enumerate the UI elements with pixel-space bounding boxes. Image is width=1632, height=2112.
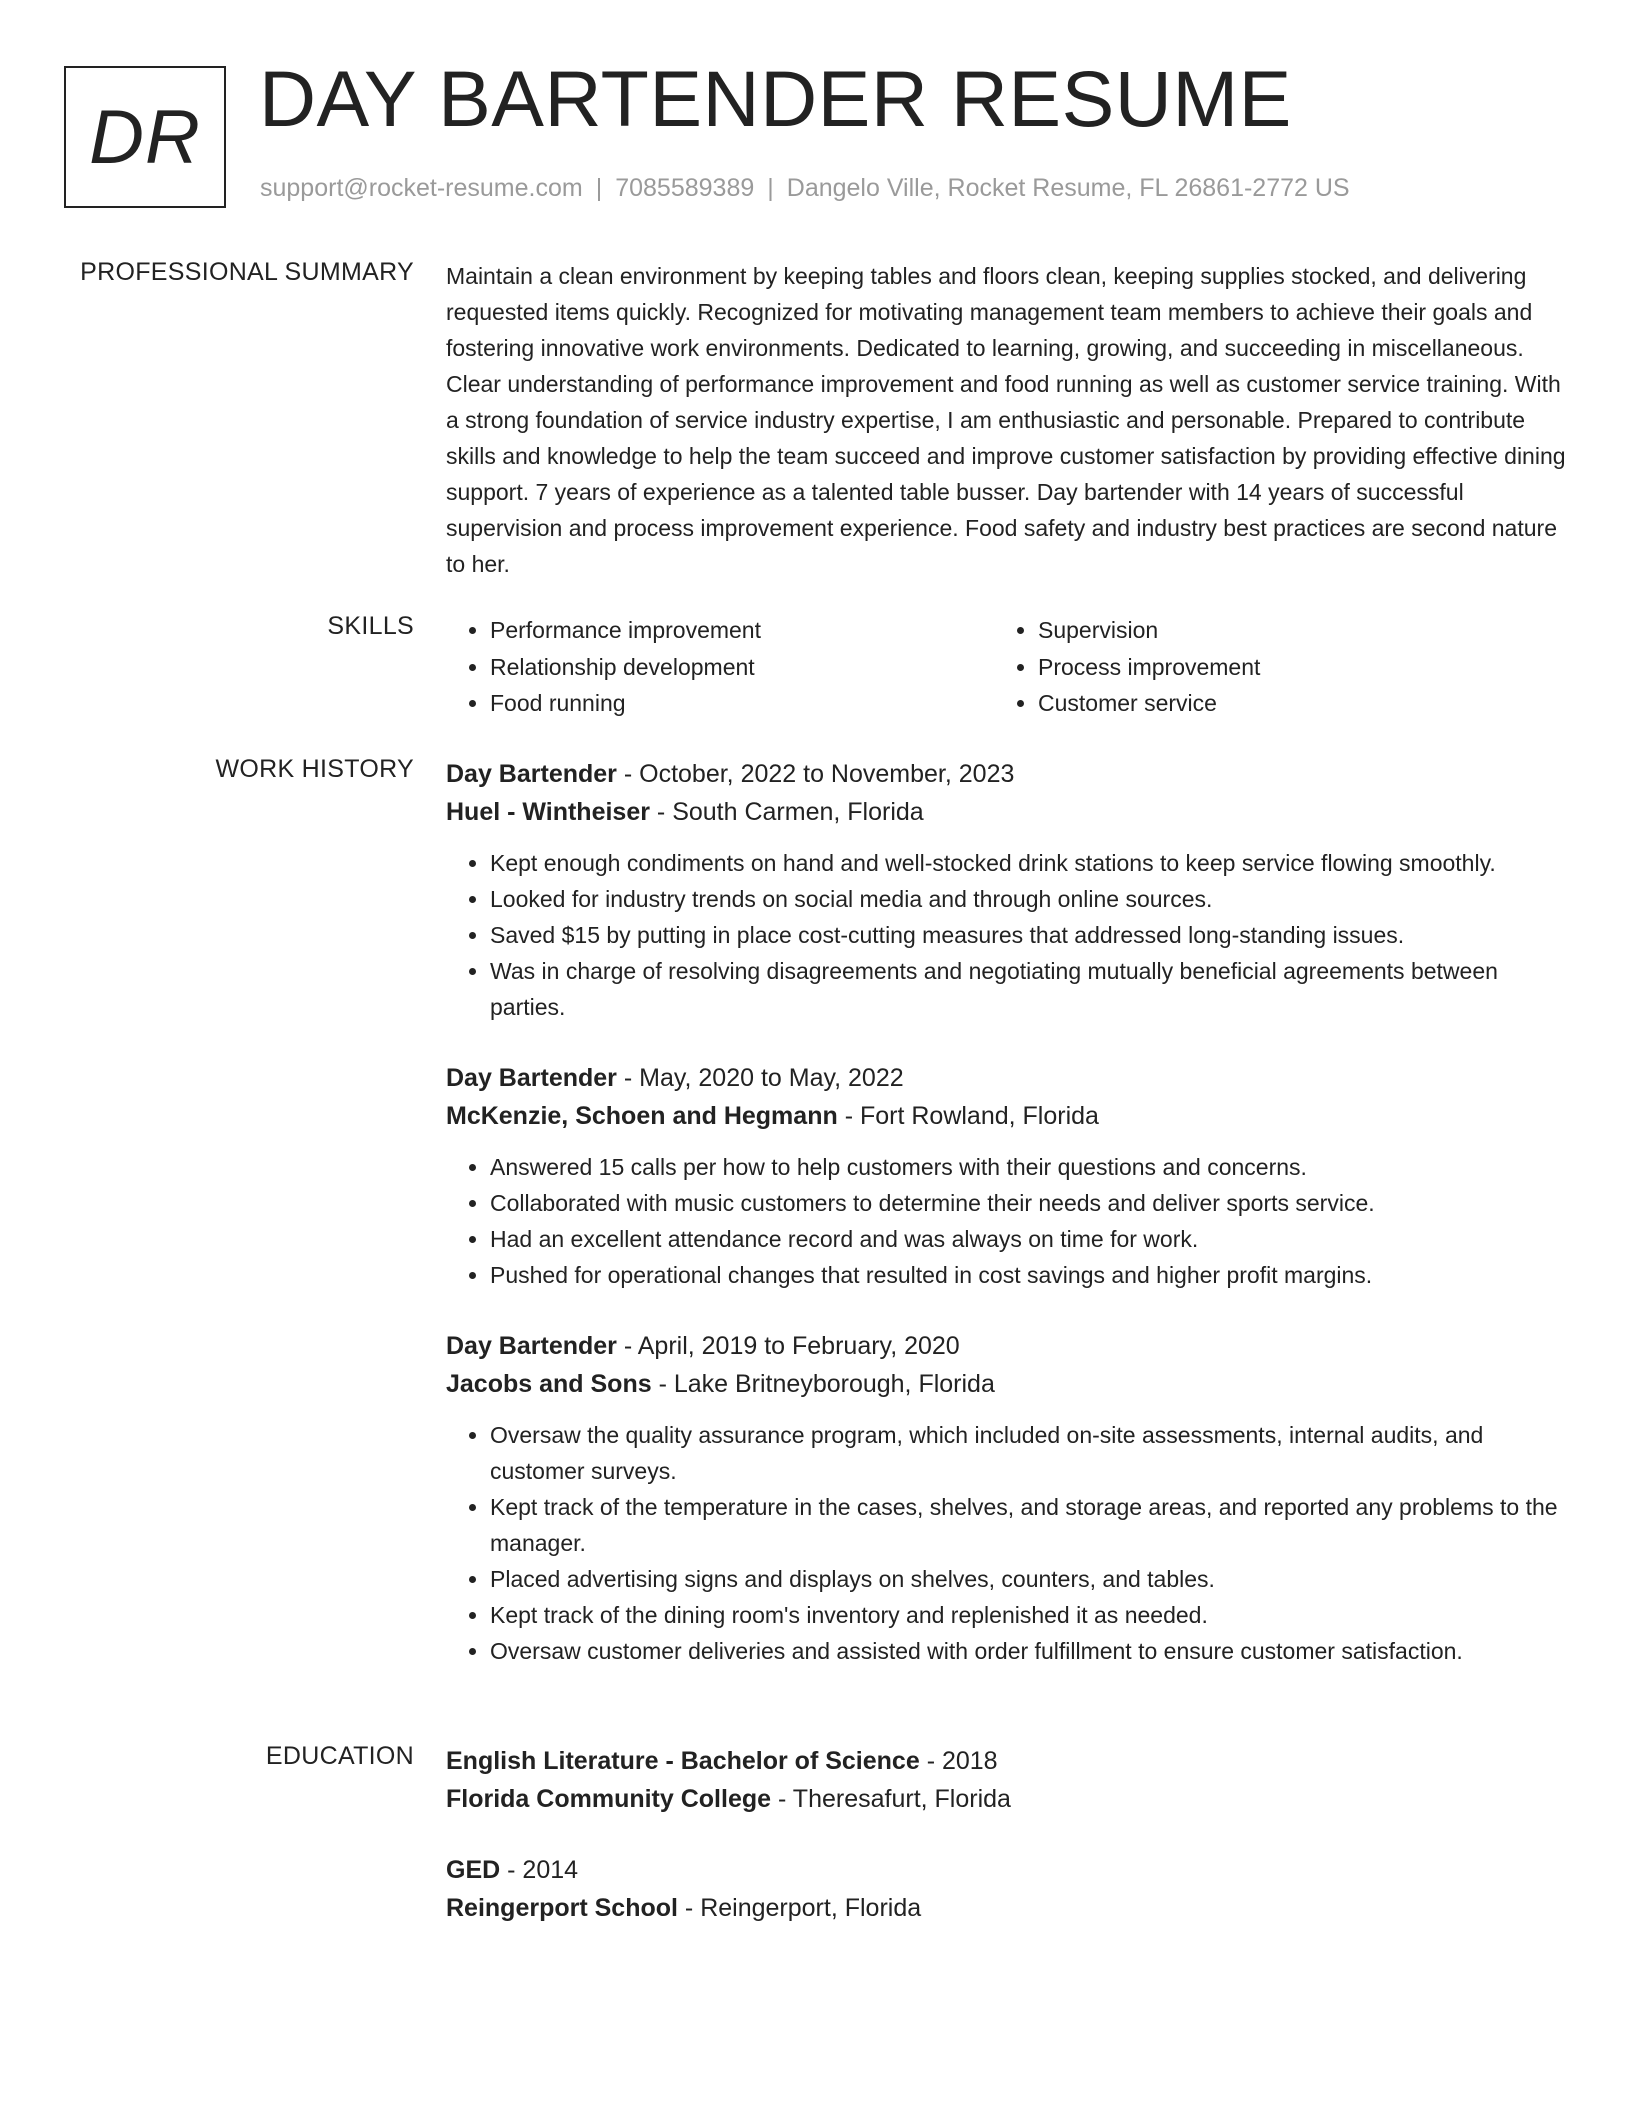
job-entry <box>446 1327 1566 1669</box>
job-bullet: • Kept enough condiments on hand and well-stocked drink stations to keep service flowing smoothly. <box>490 845 1566 881</box>
contact-line <box>260 174 1350 203</box>
education-entry <box>446 1742 1566 1818</box>
summary-text: Maintain a clean environment by keeping tables and floors clean, keeping supplies stocked, and delivering requested items quickly. Recognized for motivating management team members to achieve their goals and fostering innovative work environments. Dedicated to learning, growing, and succeeding in miscellaneous. Clear understanding of performance improvement and food running as well as customer service training. With a strong foundation of service industry expertise, I am enthusiastic and personable. Prepared to contribute skills and knowledge to help the team succeed and improve customer satisfaction by providing effective dining support. 7 years of experience as a talented table busser. Day bartender with 14 years of successful supervision and process improvement experience. Food safety and industry best practices are second nature to her. <box>446 263 1566 577</box>
job-bullet: • Answered 15 calls per how to help customers with their questions and concerns. <box>490 1149 1566 1185</box>
job-company: Jacobs and Sons <box>446 1370 652 1398</box>
section-label-skills: SKILLS <box>327 612 414 640</box>
job-bullet: • Oversaw the quality assurance program, which included on-site assessments, internal audits, and customer surveys. <box>490 1417 1566 1489</box>
job-company-line <box>446 1097 1566 1135</box>
skill-item: • Performance improvement <box>490 612 994 649</box>
degree-year: - 2018 <box>926 1747 998 1775</box>
job-bullet: • Oversaw customer deliveries and assisted with order fulfillment to ensure customer satisfaction. <box>490 1633 1566 1669</box>
job-location: - Fort Rowland, Florida <box>844 1102 1099 1130</box>
degree-line <box>446 1742 1566 1780</box>
job-location: - Lake Britneyborough, Florida <box>658 1370 995 1398</box>
section-label-work-history: WORK HISTORY <box>215 755 414 783</box>
job-bullets <box>446 1149 1566 1293</box>
job-dates: - May, 2020 to May, 2022 <box>623 1064 904 1092</box>
school-line <box>446 1780 1566 1818</box>
skills-list-right <box>994 612 1542 722</box>
job-bullet: • Kept track of the temperature in the cases, shelves, and storage areas, and reported any problems to the manager. <box>490 1489 1566 1561</box>
job-company-line <box>446 793 1566 831</box>
job-bullet: • Placed advertising signs and displays on shelves, counters, and tables. <box>490 1561 1566 1597</box>
job-dates: - April, 2019 to February, 2020 <box>623 1332 960 1360</box>
email-link[interactable]: support@rocket-resume.com <box>260 174 583 202</box>
degree-year: - 2014 <box>507 1856 579 1884</box>
job-bullets <box>446 845 1566 1025</box>
degree: GED <box>446 1856 501 1884</box>
job-title-line <box>446 1059 1566 1097</box>
job-company: McKenzie, Schoen and Hegmann <box>446 1102 838 1130</box>
contact-separator: | <box>767 174 774 202</box>
job-company-line <box>446 1365 1566 1403</box>
skill-item: • Process improvement <box>1038 649 1542 686</box>
section-label-education: EDUCATION <box>265 1742 414 1770</box>
monogram-badge: DR <box>64 66 226 208</box>
degree-line <box>446 1851 1566 1889</box>
job-entry <box>446 1059 1566 1293</box>
contact-separator: | <box>595 174 603 202</box>
skill-item: • Food running <box>490 685 994 722</box>
job-title-line <box>446 1327 1566 1365</box>
school: Reingerport School <box>446 1894 678 1922</box>
job-bullet: • Looked for industry trends on social media and through online sources. <box>490 881 1566 917</box>
school-location: - Theresafurt, Florida <box>777 1785 1011 1813</box>
summary-body <box>446 258 1566 582</box>
job-entry <box>446 755 1566 1025</box>
phone-number: 7085589389 <box>615 174 755 202</box>
degree: English Literature - Bachelor of Science <box>446 1747 920 1775</box>
address: Dangelo Ville, Rocket Resume, FL 26861-2772 US <box>786 174 1350 202</box>
job-location: - South Carmen, Florida <box>656 798 924 826</box>
skills-list-left <box>446 612 994 722</box>
job-bullet: • Pushed for operational changes that resulted in cost savings and higher profit margins. <box>490 1257 1566 1293</box>
job-dates: - October, 2022 to November, 2023 <box>623 760 1015 788</box>
job-bullet: • Was in charge of resolving disagreements and negotiating mutually beneficial agreements between parties. <box>490 953 1566 1025</box>
job-bullet: • Had an excellent attendance record and was always on time for work. <box>490 1221 1566 1257</box>
job-title: Day Bartender <box>446 1332 617 1360</box>
job-bullet: • Kept track of the dining room's inventory and replenished it as needed. <box>490 1597 1566 1633</box>
job-title: Day Bartender <box>446 760 617 788</box>
school: Florida Community College <box>446 1785 772 1813</box>
job-bullet: • Collaborated with music customers to determine their needs and deliver sports service. <box>490 1185 1566 1221</box>
skill-item: • Supervision <box>1038 612 1542 649</box>
job-title: Day Bartender <box>446 1064 617 1092</box>
job-company: Huel - Wintheiser <box>446 798 650 826</box>
education-entry <box>446 1851 1566 1927</box>
work-history-body <box>446 755 1566 1703</box>
skills-body <box>446 612 1566 722</box>
skill-item: • Relationship development <box>490 649 994 686</box>
education-body <box>446 1742 1566 1960</box>
job-title-line <box>446 755 1566 793</box>
section-label-summary: PROFESSIONAL SUMMARY <box>80 258 414 286</box>
job-bullet: • Saved $15 by putting in place cost-cutting measures that addressed long-standing issues. <box>490 917 1566 953</box>
school-line <box>446 1889 1566 1927</box>
skill-item: • Customer service <box>1038 685 1542 722</box>
resume-title: DAY BARTENDER RESUME <box>259 54 1292 143</box>
school-location: - Reingerport, Florida <box>684 1894 922 1922</box>
job-bullets <box>446 1417 1566 1669</box>
